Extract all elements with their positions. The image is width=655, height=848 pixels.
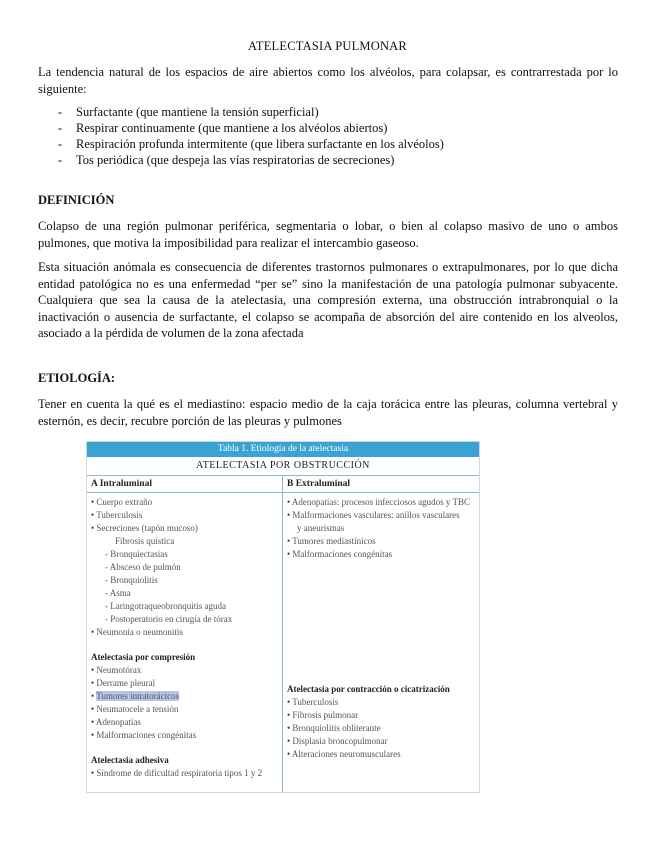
- list-item: - Surfactante (que mantiene la tensión superficial): [58, 104, 444, 120]
- section-heading-contraccion: Atelectasia por contracción o cicatrización: [287, 684, 450, 694]
- highlighted-text: Tumores intratorácicos: [96, 691, 180, 701]
- definicion-paragraph-1: Colapso de una región pulmonar periférica, segmentaria o lobar, o bien al colapso masivo de uno o ambos pulmones, que motiva la imposibilidad para realizar el intercambio gaseoso.: [38, 219, 618, 250]
- intro-paragraph: La tendencia natural de los espacios de aire abiertos como los alvéolos, para colapsar, es contrarrestada por lo siguiente:: [38, 65, 618, 96]
- table-item: Fibrosis quística: [115, 536, 175, 546]
- table-item: • Malformaciones congénitas: [287, 548, 475, 561]
- table-item: • Fibrosis pulmonar: [287, 709, 475, 722]
- table-item: • Tuberculosis: [287, 696, 475, 709]
- table-item: • Neumatocele a tensión: [91, 703, 278, 716]
- table-item: • Malformaciones congénitas: [91, 729, 278, 742]
- table-item: • Cuerpo extraño: [91, 496, 278, 509]
- table-item: • Derrame pleural: [91, 677, 278, 690]
- column-header-intraluminal: A Intraluminal: [87, 476, 282, 493]
- table-item: • Adenopatías: [91, 716, 278, 729]
- document-title: ATELECTASIA PULMONAR: [248, 39, 407, 53]
- table-item: - Bronquiolitis: [91, 574, 278, 587]
- table-item: - Postoperatorio en cirugía de tórax: [91, 613, 278, 626]
- table-item: • Neumotórax: [91, 664, 278, 677]
- table-column-left: [87, 476, 283, 792]
- definicion-heading: DEFINICIÓN: [38, 193, 115, 207]
- table-item: y aneurismas: [297, 523, 345, 533]
- table-item: • Tumores mediastínicos: [287, 535, 475, 548]
- table-item: - Laringotraqueobronquitis aguda: [91, 600, 278, 613]
- table-item: [91, 690, 278, 703]
- section-heading-compresion: Atelectasia por compresión: [91, 652, 196, 662]
- table-item: - Asma: [91, 587, 278, 600]
- list-item: - Tos periódica (que despeja las vías respiratorias de secreciones): [58, 152, 444, 168]
- list-item: - Respirar continuamente (que mantiene a los alvéolos abiertos): [58, 120, 444, 136]
- table-column-right: [283, 476, 479, 792]
- table-subtitle: ATELECTASIA POR OBSTRUCCIÓN: [87, 457, 479, 476]
- definicion-paragraph-2: Esta situación anómala es consecuencia de diferentes trastornos pulmonares o extrapulmonares, por lo que dicha entidad patológica no es una enfermedad “per se” sino la manifestación de una patología pulmonar subyacente. Cualquiera que sea la causa de la atelectasia, una compresión externa, una obstrucción intrabronquial o la inactivación o ausencia de surfactante, el colapso se acompaña de absorción del aire contenido en los alveolos, asociado a la pérdida de volumen de la zona afectada: [38, 260, 618, 340]
- table-item: • Bronquiolitis obliterante: [287, 722, 475, 735]
- list-item: - Respiración profunda intermitente (que libera surfactante en los alvéolos): [58, 136, 444, 152]
- table-item: • Secreciones (tapón mucoso): [91, 522, 278, 535]
- table-title: Tabla 1. Etiología de la atelectasia: [87, 442, 479, 457]
- table-item: • Tuberculosis: [91, 509, 278, 522]
- column-header-extraluminal: B Extraluminal: [283, 476, 479, 493]
- table-item: • Alteraciones neuromusculares: [287, 748, 475, 761]
- table-item: • Síndrome de dificultad respiratoria tipos 1 y 2: [91, 767, 278, 780]
- table-item: - Absceso de pulmón: [91, 561, 278, 574]
- etiology-table-figure: [86, 441, 480, 793]
- table-item: - Bronquiectasias: [91, 548, 278, 561]
- table-item: • Neumonía o neumonitis: [91, 626, 278, 639]
- etiologia-paragraph: Tener en cuenta la qué es el mediastino: espacio medio de la caja torácica entre las pleuras, columna vertebral y esternón, es decir, recubre porción de las pleuras y pulmones: [38, 397, 618, 428]
- table-item: • Adenopatías: procesos infecciosos agudos y TBC: [287, 496, 475, 509]
- etiologia-heading: ETIOLOGÍA:: [38, 371, 116, 385]
- section-heading-adhesiva: Atelectasia adhesiva: [91, 755, 169, 765]
- intro-bullet-list: [58, 104, 444, 168]
- table-item: • Displasia broncopulmonar: [287, 735, 475, 748]
- table-item: • Malformaciones vasculares: anillos vasculares: [287, 509, 475, 522]
